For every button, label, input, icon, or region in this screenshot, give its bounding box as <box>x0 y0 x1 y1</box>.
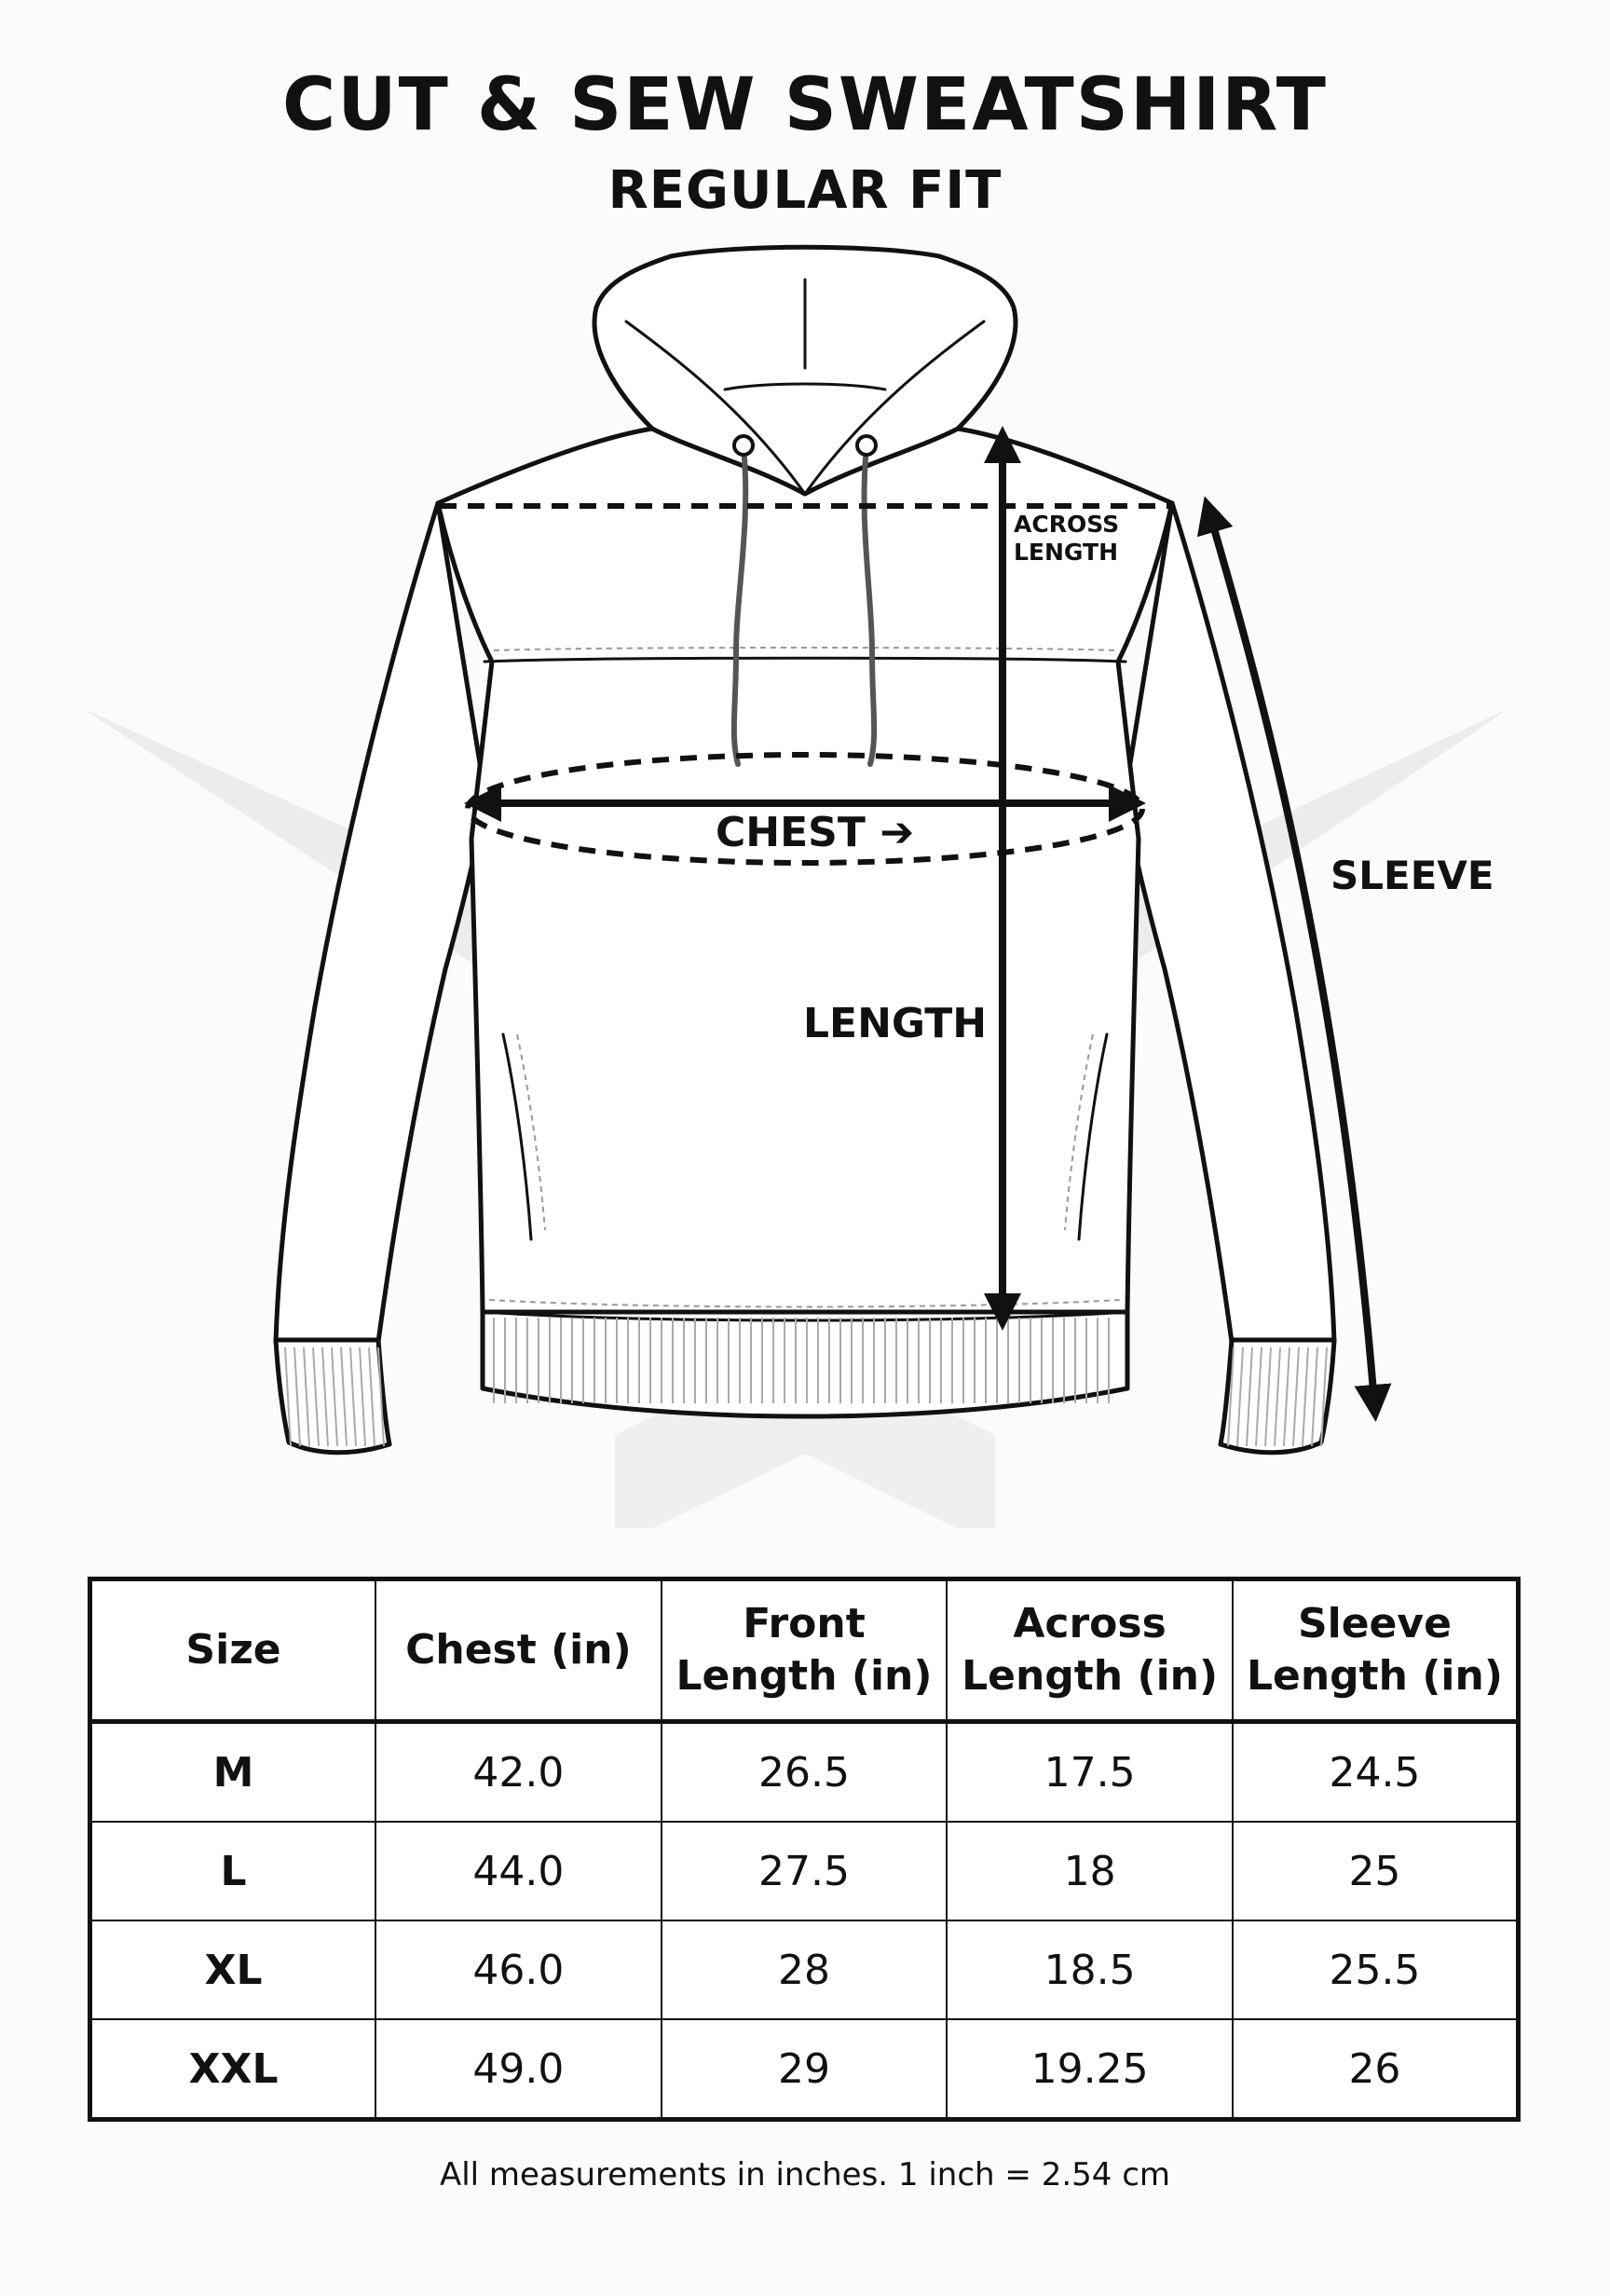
across-length-cell: 19.25 <box>947 2019 1233 2120</box>
left-sleeve <box>276 503 484 1342</box>
size-chart-table <box>88 1577 1521 2122</box>
size-cell: M <box>90 1722 376 1823</box>
size-cell: L <box>90 1822 376 1920</box>
across-label-line1: ACROSS <box>1014 511 1120 538</box>
across-length-cell: 17.5 <box>947 1722 1233 1823</box>
page-title: CUT & SEW SWEATSHIRT <box>281 63 1329 147</box>
size-cell: XXL <box>90 2019 376 2120</box>
sleeve-length-cell: 26 <box>1233 2019 1519 2120</box>
size-cell: XL <box>90 1920 376 2019</box>
across-label-line2: LENGTH <box>1014 539 1118 566</box>
across-length-label <box>1014 511 1119 567</box>
front-length-cell: 27.5 <box>662 1822 948 1920</box>
table-row <box>90 2019 1519 2120</box>
across-length-cell: 18 <box>947 1822 1233 1920</box>
sleeve-length-cell: 25 <box>1233 1822 1519 1920</box>
front-length-cell: 26.5 <box>662 1722 948 1823</box>
header-line1: Front <box>743 1600 866 1647</box>
table-row <box>90 1722 1519 1823</box>
across-length-cell: 18.5 <box>947 1920 1233 2019</box>
page-subtitle: REGULAR FIT <box>607 160 1003 221</box>
column-header-sleeve-length <box>1233 1579 1519 1722</box>
column-header-front-length <box>662 1579 948 1722</box>
table-row <box>90 1822 1519 1920</box>
chest-cell: 49.0 <box>375 2019 662 2120</box>
header-line2: Length (in) <box>962 1652 1219 1700</box>
length-label: LENGTH <box>803 1000 988 1047</box>
header-line2: Length (in) <box>675 1652 933 1700</box>
column-header-size <box>90 1579 376 1722</box>
chest-label: CHEST ➔ <box>716 809 915 856</box>
column-header-across-length <box>947 1579 1233 1722</box>
column-header-chest <box>375 1579 662 1722</box>
header-line1: Across <box>1013 1600 1167 1647</box>
measurement-note: All measurements in inches. 1 inch = 2.54 cm <box>439 2156 1171 2194</box>
front-length-cell: 29 <box>662 2019 948 2120</box>
header-line2: Length (in) <box>1246 1652 1503 1700</box>
chest-cell: 42.0 <box>375 1722 662 1823</box>
header-line1: Size <box>185 1626 281 1674</box>
header-line1: Sleeve <box>1297 1600 1452 1647</box>
chest-cell: 46.0 <box>375 1920 662 2019</box>
front-length-cell: 28 <box>662 1920 948 2019</box>
right-sleeve <box>1126 503 1334 1342</box>
table-header-row <box>90 1579 1519 1722</box>
chest-cell: 44.0 <box>375 1822 662 1920</box>
sleeve-length-cell: 24.5 <box>1233 1722 1519 1823</box>
sleeve-length-cell: 25.5 <box>1233 1920 1519 2019</box>
sleeve-label: SLEEVE <box>1330 853 1494 898</box>
table-row <box>90 1920 1519 2019</box>
header-line1: Chest (in) <box>405 1626 632 1674</box>
